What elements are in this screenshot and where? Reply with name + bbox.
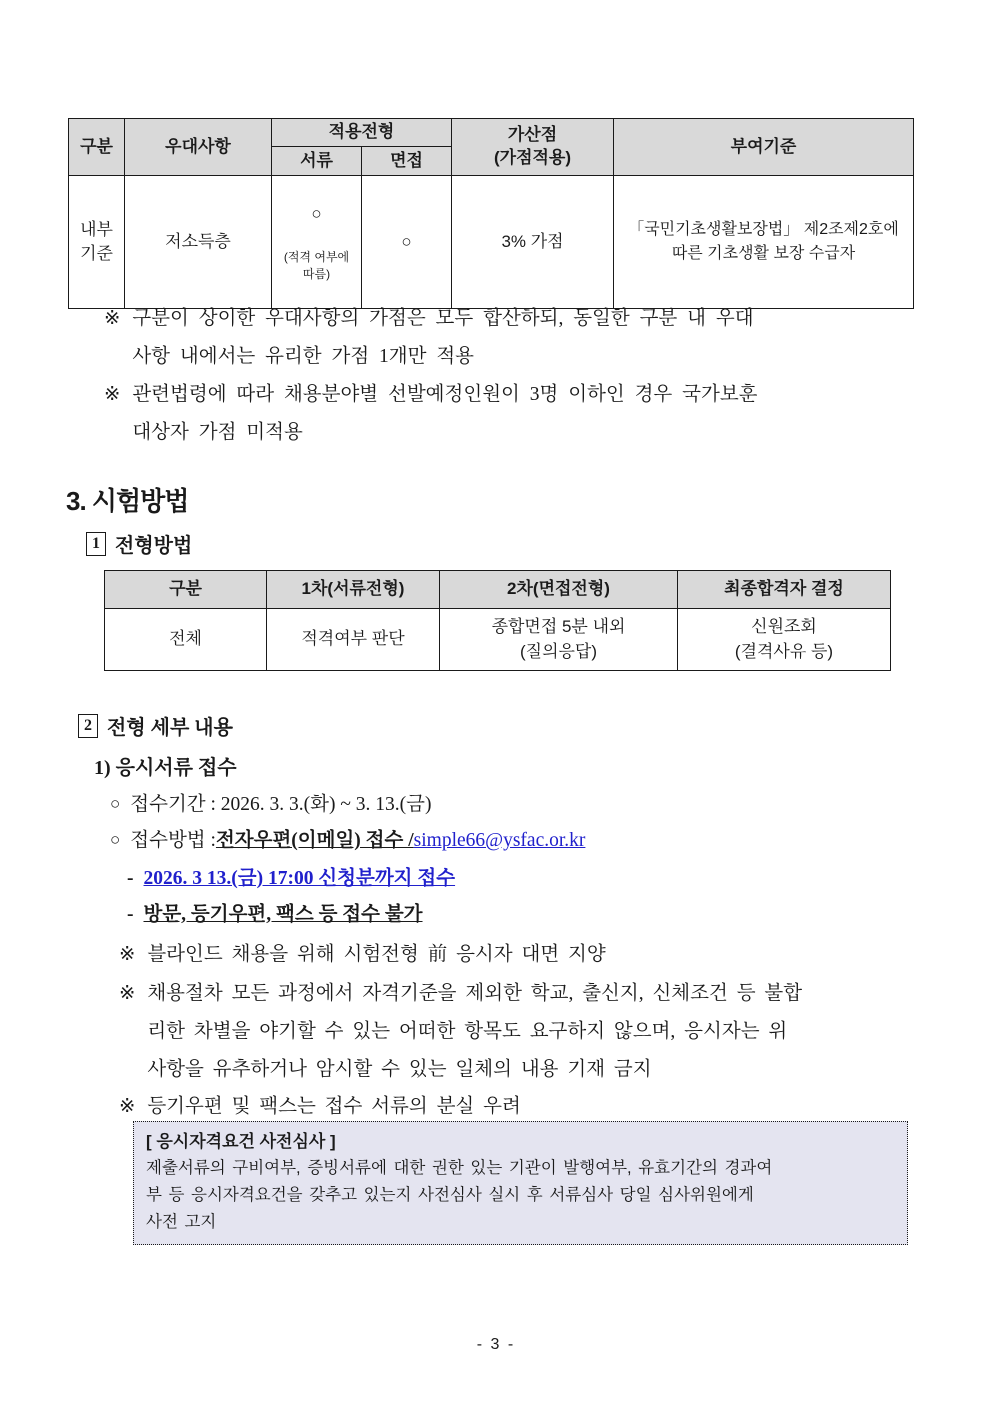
section-title: 3. 시험방법: [66, 486, 189, 516]
subsection-title: 전형방법: [115, 535, 193, 557]
note-blind-hiring: [119, 936, 949, 974]
prescreen-box-title: [ 응시자격요건 사전심사 ]: [146, 1132, 336, 1151]
subsection-selection-method: [86, 529, 192, 558]
note-text: 구분이 상이한 우대사항의 가점은 모두 합산하되, 동일한 구분 내 우대 사항 내에서는 유리한 가점 1개만 적용: [132, 308, 754, 367]
pref-header-doc: 서류: [272, 147, 362, 176]
receipt-period-text: 접수기간 : 2026. 3. 3.(화) ~ 3. 13.(금): [130, 794, 432, 815]
pref-header-applied-group: 적용전형: [272, 119, 452, 147]
circle-bullet-icon: ○: [110, 794, 121, 813]
reference-mark: ※: [119, 983, 136, 1004]
method-cell-stage2: 종합면접 5분 내외 (질의응답): [440, 609, 678, 671]
pref-cell-preference: 저소득층: [125, 176, 272, 309]
note-sum-rule: [104, 300, 930, 376]
receipt-method-bold: 전자우편(이메일) 접수 /: [215, 830, 414, 851]
subsection-title: 전형 세부 내용: [107, 717, 233, 739]
email-link[interactable]: simple66@ysfac.or.kr: [413, 830, 586, 851]
note-veteran-rule: [104, 376, 930, 452]
method-header-stage1: 1차(서류전형): [267, 571, 440, 609]
reference-mark: ※: [104, 308, 121, 329]
page-number: - 3 -: [476, 1336, 516, 1353]
reference-mark: ※: [104, 384, 121, 405]
pref-cell-category: 내부 기준: [69, 176, 125, 309]
deadline-line: [127, 862, 455, 890]
pref-cell-basis: 「국민기초생활보장법」 제2조제2호에 따른 기초생활 보장 수급자: [614, 176, 914, 309]
receipt-method-line: [110, 824, 585, 852]
pref-header-interview: 면접: [362, 147, 452, 176]
doc-circle-mark: ○: [311, 203, 322, 223]
circle-bullet-icon: ○: [110, 830, 121, 849]
pref-header-basis: 부여기준: [614, 119, 914, 176]
item-application-receipt: 1) 응시서류 접수: [94, 757, 237, 779]
note-no-discrimination: [119, 975, 949, 1089]
note-text: 등기우편 및 팩스는 접수 서류의 분실 우려: [147, 1096, 521, 1117]
dash-bullet: -: [127, 904, 134, 925]
method-header-category: 구분: [105, 571, 267, 609]
no-visit-text: 방문, 등기우편, 팩스 등 접수 불가: [143, 904, 423, 925]
top-notes: [104, 300, 930, 452]
pref-cell-interview: ○: [362, 176, 452, 309]
deadline-text: 2026. 3 13.(금) 17:00 신청분까지 접수: [143, 868, 456, 889]
pref-header-bonus: 가산점 (가점적용): [452, 119, 614, 176]
method-cell-final: 신원조회 (결격사유 등): [678, 609, 891, 671]
prescreen-notice-box: [133, 1121, 908, 1245]
pref-header-preference: 우대사항: [125, 119, 272, 176]
no-visit-line: [127, 898, 423, 926]
prescreen-box-body: 제출서류의 구비여부, 증빙서류에 대한 권한 있는 기관이 발행여부, 유효기간의 경과여 부 등 응시자격요건을 갖추고 있는지 사전심사 실시 후 서류심사 당일 심사위원에게 사전 고지: [146, 1159, 773, 1231]
preference-bonus-table: [68, 118, 914, 309]
receipt-period-line: [110, 788, 432, 816]
table-row: [105, 609, 891, 671]
receipt-method-prefix: 접수방법 :: [130, 830, 216, 851]
method-header-stage2: 2차(면접전형): [440, 571, 678, 609]
dash-bullet: -: [127, 868, 134, 889]
subsection-selection-detail: [78, 711, 233, 740]
note-text: 채용절차 모든 과정에서 자격기준을 제외한 학교, 출신지, 신체조건 등 불합 리한 차별을 야기할 수 있는 어떠한 항목도 요구하지 않으며, 응시자는 위 사항을 유추하거나 암시할 수 있는 일체의 내용 기재 금지: [147, 983, 803, 1080]
pref-cell-doc: [272, 176, 362, 309]
method-cell-category: 전체: [105, 609, 267, 671]
pref-header-category: 구분: [69, 119, 125, 176]
reference-mark: ※: [119, 944, 136, 965]
boxed-number-1: 1: [86, 532, 106, 556]
pref-cell-bonus: 3% 가점: [452, 176, 614, 309]
method-header-final: 최종합격자 결정: [678, 571, 891, 609]
boxed-number-2: 2: [78, 714, 98, 738]
note-text: 블라인드 채용을 위해 시험전형 前 응시자 대면 지양: [147, 944, 606, 965]
doc-circle-note: (적격 여부에 따름): [283, 250, 350, 281]
method-cell-stage1: 적격여부 판단: [267, 609, 440, 671]
reference-mark: ※: [119, 1096, 136, 1117]
note-text: 관련법령에 따라 채용분야별 선발예정인원이 3명 이하인 경우 국가보훈 대상자 가점 미적용: [132, 384, 758, 443]
selection-method-table: [104, 570, 891, 671]
table-row: [69, 176, 914, 309]
